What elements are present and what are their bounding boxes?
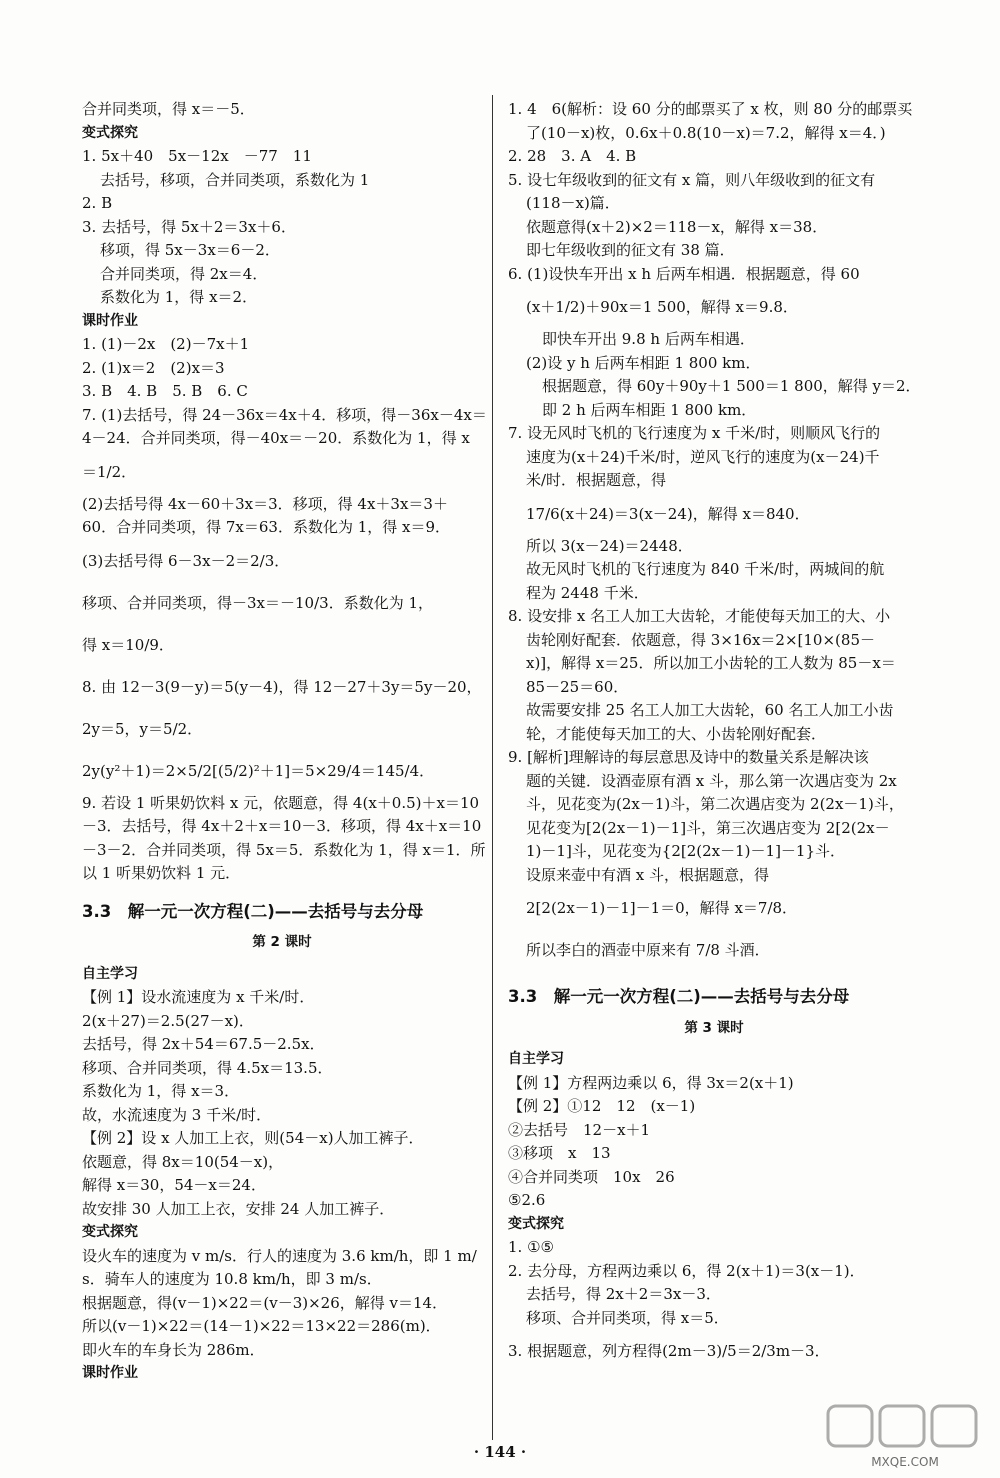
left-line: 1. 5x＋40 5x－12x －77 11: [82, 147, 312, 165]
right-line: 7. 设无风时飞机的飞行速度为 x 千米/时，则顺风飞行的: [508, 424, 881, 442]
left-line: 变式探究: [82, 1224, 138, 1240]
right-line: 米/时．根据题意，得: [526, 471, 667, 489]
left-line: 自主学习: [82, 965, 138, 982]
left-line: 2. (1)x＝2 (2)x＝3: [82, 358, 225, 377]
right-line: 8. 设安排 x 名工人加工大齿轮，才能使每天加工的大、小: [508, 607, 891, 625]
left-line: (3)去括号得 6－3x－2＝2/3．: [82, 551, 290, 570]
right-line: 所以 3(x－24)＝2448．: [526, 536, 693, 555]
right-line: (118－x)篇．: [526, 194, 620, 212]
page-number: · 144 ·: [473, 1443, 527, 1461]
left-line: 3. 去括号，得 5x＋2＝3x＋6．: [82, 217, 296, 236]
left-line: 即火车的车身长为 286m．: [82, 1340, 265, 1359]
left-line: 2y(y²＋1)＝2×5/2[(5/2)²＋1]＝5×29/4＝145/4．: [82, 761, 435, 780]
left-line: －3－2．合并同类项，得 5x＝5．系数化为 1，得 x＝1．所: [82, 840, 486, 859]
left-line: －3．去括号，得 4x＋2＋x＝10－3．移项，得 4x＋x＝10: [82, 817, 482, 835]
right-line: 2. 28 3. A 4. B: [508, 147, 637, 165]
left-line: 2(x＋27)＝2.5(27－x)．: [82, 1011, 254, 1030]
watermark-logo: [820, 1400, 990, 1472]
right-line: 3.3 解一元一次方程(二)——去括号与去分母: [508, 987, 850, 1006]
left-line: 变式探究: [82, 124, 138, 141]
right-line: 即七年级收到的征文有 38 篇．: [526, 241, 735, 259]
right-line: 17/6(x＋24)＝3(x－24)，解得 x＝840．: [526, 504, 810, 523]
right-line: 速度为(x＋24)千米/时，逆风飞行的速度为(x－24)千: [526, 447, 880, 466]
watermark-text: MXQE.COM: [871, 1455, 939, 1469]
left-line: 设火车的速度为 v m/s．行人的速度为 3.6 km/h，即 1 m/: [82, 1246, 477, 1265]
right-line: 【例 1】方程两边乘以 6，得 3x＝2(x＋1): [508, 1073, 794, 1092]
right-line: 去括号，得 2x＋2＝3x－3．: [526, 1285, 721, 1303]
right-line: 变式探究: [508, 1215, 564, 1232]
right-line: 9. [解析]理解诗的每层意思及诗中的数量关系是解决该: [508, 748, 869, 766]
right-line: 6. (1)设快车开出 x h 后两车相遇．根据题意，得 60: [508, 264, 860, 283]
right-line: 1. ①⑤: [508, 1238, 554, 1256]
column-divider: [492, 95, 493, 1440]
right-line: 故需要安排 25 名工人加工大齿轮，60 名工人加工小齿: [526, 701, 894, 719]
right-line: 5. 设七年级收到的征文有 x 篇，则八年级收到的征文有: [508, 170, 876, 189]
left-line: 依题意，得 8x＝10(54－x)，: [82, 1152, 284, 1171]
right-line: 所以李白的酒壶中原来有 7/8 斗酒．: [526, 941, 770, 959]
right-line: 即快车开出 9.8 h 后两车相遇．: [542, 330, 755, 348]
left-line: 以 1 听果奶饮料 1 元．: [82, 864, 241, 882]
right-line: ⑤2.6: [508, 1191, 546, 1209]
left-line: 去括号，得 2x＋54＝67.5－2.5x．: [82, 1035, 325, 1053]
left-line: 8. 由 12－3(9－y)＝5(y－4)，得 12－27＋3y＝5y－20，: [82, 677, 482, 696]
left-line: 得 x＝10/9．: [82, 635, 174, 654]
right-line: ④合并同类项 10x 26: [508, 1167, 675, 1186]
left-line: 60．合并同类项，得 7x＝63．系数化为 1，得 x＝9．: [82, 518, 451, 536]
left-line: 合并同类项，得 x＝－5．: [82, 100, 255, 118]
right-line: 故无风时飞机的飞行速度为 840 千米/时，两城间的航: [526, 560, 885, 578]
right-line: 2[2(2x－1)－1]－1＝0，解得 x＝7/8．: [526, 899, 798, 917]
right-line: ③移项 x 13: [508, 1144, 611, 1162]
right-line: 第 3 课时: [684, 1019, 744, 1036]
right-line: 1. 4 6(解析：设 60 分的邮票买了 x 枚，则 80 分的邮票买: [508, 100, 913, 118]
right-line: 即 2 h 后两车相距 1 800 km．: [542, 400, 757, 419]
left-line: ＝1/2．: [82, 462, 137, 481]
left-line: 课时作业: [82, 312, 138, 329]
left-line: 解得 x＝30，54－x＝24．: [82, 1176, 266, 1194]
right-line: 2. 去分母，方程两边乘以 6，得 2(x＋1)＝3(x－1)．: [508, 1261, 865, 1280]
right-line: 设原来壶中有酒 x 斗，根据题意，得: [526, 865, 769, 884]
left-line: 3.3 解一元一次方程(二)——去括号与去分母: [82, 901, 424, 921]
left-line: 【例 2】设 x 人加工上衣，则(54－x)人加工裤子．: [82, 1129, 424, 1147]
left-line: 2y＝5，y＝5/2．: [82, 719, 203, 738]
left-line: 移项、合并同类项，得 4.5x＝13.5．: [82, 1058, 333, 1077]
right-line: (x＋1/2)＋90x＝1 500，解得 x＝9.8．: [526, 298, 798, 316]
right-line: x)]，解得 x＝25．所以加工小齿轮的工人数为 85－x＝: [526, 654, 896, 672]
left-line: 合并同类项，得 2x＝4．: [100, 264, 268, 283]
left-line: 4－24．合并同类项，得－40x＝－20．系数化为 1，得 x: [82, 429, 470, 447]
right-line: 85－25＝60．: [526, 677, 629, 696]
left-line: 移项、合并同类项，得－3x＝－10/3．系数化为 1，: [82, 593, 434, 612]
left-line: 1. (1)－2x (2)－7x＋1: [82, 335, 250, 353]
left-line: 3. B 4. B 5. B 6. C: [82, 382, 248, 400]
right-line: 齿轮刚好配套．依题意，得 3×16x＝2×[10×(85－: [526, 630, 875, 649]
left-line: 故安排 30 人加工上衣，安排 24 人加工裤子．: [82, 1199, 395, 1218]
left-line: 9. 若设 1 听果奶饮料 x 元，依题意，得 4(x＋0.5)＋x＝10: [82, 793, 480, 812]
left-line: 所以(v－1)×22＝(14－1)×22＝13×22＝286(m)．: [82, 1317, 441, 1335]
left-line: (2)去括号得 4x－60＋3x＝3．移项，得 4x＋3x＝3＋: [82, 494, 448, 513]
left-column: [82, 98, 487, 1386]
left-line: 第 2 课时: [252, 934, 312, 950]
right-line: 斗，见花变为(2x－1)斗，第二次遇店变为 2(2x－1)斗，: [526, 795, 904, 813]
left-line: 【例 1】设水流速度为 x 千米/时．: [82, 988, 315, 1006]
right-column: [508, 98, 920, 1372]
right-line: 见花变为[2(2x－1)－1]斗，第三次遇店变为 2[2(2x－: [526, 818, 890, 837]
left-line: 去括号，移项，合并同类项，系数化为 1: [100, 170, 370, 189]
left-line: 课时作业: [82, 1365, 138, 1381]
left-line: 移项，得 5x－3x＝6－2．: [100, 241, 280, 259]
right-line: 依题意得(x＋2)×2＝118－x，解得 x＝38．: [526, 217, 828, 236]
left-line: 根据题意，得(v－1)×22＝(v－3)×26，解得 v＝14．: [82, 1293, 448, 1312]
right-line: 根据题意，得 60y＋90y＋1 500＝1 800，解得 y＝2．: [542, 377, 921, 395]
right-line: (2)设 y h 后两车相距 1 800 km．: [526, 353, 761, 372]
right-line: 自主学习: [508, 1051, 564, 1067]
left-line: 系数化为 1，得 x＝3．: [82, 1082, 240, 1100]
right-line: 移项、合并同类项，得 x＝5．: [526, 1308, 729, 1327]
right-line: 3. 根据题意，列方程得(2m－3)/5＝2/3m－3．: [508, 1342, 830, 1360]
right-line: 题的关键．设酒壶原有酒 x 斗，那么第一次遇店变为 2x: [526, 771, 897, 790]
left-line: s．骑车人的速度为 10.8 km/h，即 3 m/s．: [82, 1270, 382, 1288]
right-line: 了(10－x)枚，0.6x＋0.8(10－x)＝7.2，解得 x＝4．): [526, 123, 886, 142]
right-line: 轮，才能使每天加工的大、小齿轮刚好配套．: [526, 724, 827, 743]
right-line: 1)－1]斗，见花变为{2[2(2x－1)－1]－1}斗．: [526, 842, 846, 860]
left-line: 故，水流速度为 3 千米/时．: [82, 1105, 272, 1124]
left-line: 系数化为 1，得 x＝2．: [100, 288, 258, 306]
left-line: 7. (1)去括号，得 24－36x＝4x＋4．移项，得－36x－4x＝: [82, 405, 487, 424]
left-line: 2. B: [82, 194, 113, 212]
right-line: 【例 2】①12 12 (x－1): [508, 1097, 696, 1115]
right-line: ②去括号 12－x＋1: [508, 1120, 651, 1139]
right-line: 程为 2448 千米．: [526, 583, 649, 602]
